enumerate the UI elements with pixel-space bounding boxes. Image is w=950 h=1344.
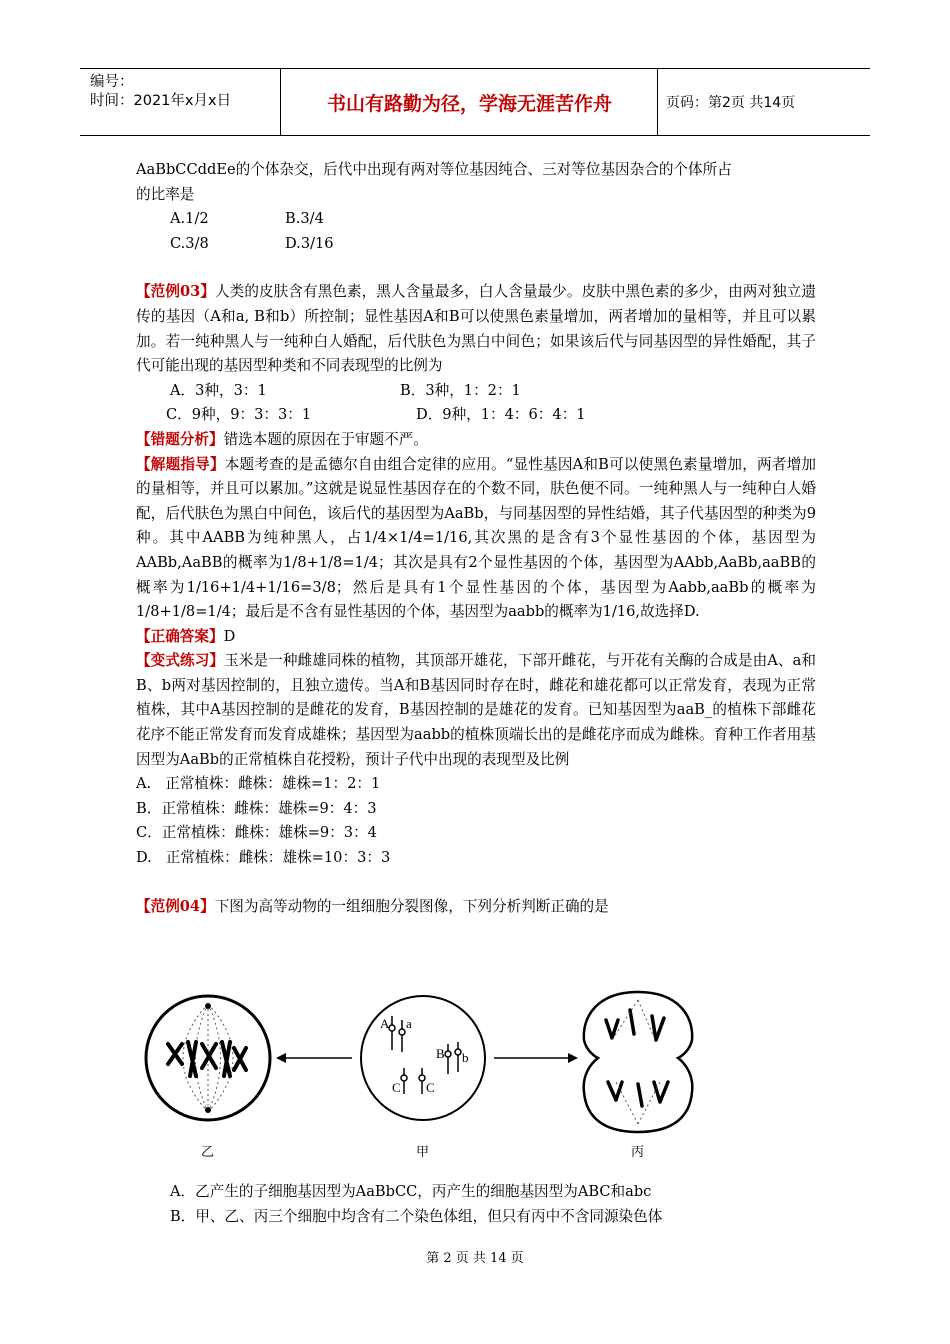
option-b: B.3/4 bbox=[285, 210, 324, 228]
gene-C: C bbox=[426, 1080, 435, 1095]
variant-tag: 【变式练习】 bbox=[136, 652, 225, 670]
error-text: 错选本题的原因在于审题不严。 bbox=[223, 430, 428, 448]
question-line: 的比率是 bbox=[136, 185, 195, 203]
example-04-options bbox=[170, 1180, 810, 1229]
number-label: 编号： bbox=[90, 74, 134, 90]
guide-text: 本题考查的是孟德尔自由组合定律的应用。“显性基因A和B可以使黑色素量增加，两者增加的量相等，并且可以累加。”这就是说显性基因存在的个数不同，肤色便不同。一纯种黑人与一纯种白人婚配，后代肤色为黑白中间色，该后代的基因型为AaBb，与同基因型的异性结婚，其子代基因型的种类为9种。其中AABB为纯种黑人，占1/4×1/4=1/16,其次黑的是含有3个显性基因的个体，基因型为AABb,AaBB的概率为1/8+1/8=1/4；其次是具有2个显性基因的个体，基因型为AAbb,AaBb,aaBB的概率为1/16+1/4+1/16=3/8；然后是具有1个显性基因的个体，基因型为Aabb,aaBb的概率为1/8+1/8=1/4；最后是不含有显性基因的个体，基因型为aabb的概率为1/16,故选择D. bbox=[136, 455, 816, 621]
option-row bbox=[136, 207, 816, 232]
option-d: D.3/16 bbox=[285, 234, 334, 252]
header-motto: 书山有路勤为径，学海无涯苦作舟 bbox=[282, 69, 658, 135]
gene-A: A bbox=[380, 1016, 390, 1031]
label-yi: 乙 bbox=[201, 1145, 215, 1160]
header-page-info: 页码：第2页 共14页 bbox=[666, 95, 796, 111]
option-a: A．3种，3：1 bbox=[170, 381, 267, 399]
correct-answer bbox=[136, 625, 816, 650]
label-bing: 丙 bbox=[631, 1145, 645, 1160]
option-a: A.1/2 bbox=[170, 210, 209, 228]
option-row bbox=[136, 403, 816, 428]
variant-exercise bbox=[136, 649, 816, 772]
answer-text: D bbox=[223, 627, 236, 645]
arrow-left bbox=[276, 1053, 352, 1063]
label-jia: 甲 bbox=[416, 1145, 430, 1160]
example-04 bbox=[136, 895, 816, 920]
variant-option-b: B．正常植株：雌株：雄株=9：4：3 bbox=[136, 799, 377, 817]
example-text: 下图为高等动物的一组细胞分裂图像，下列分析判断正确的是 bbox=[214, 897, 609, 915]
variant-text: 玉米是一种雌雄同株的植物，其顶部开雄花，下部开雌花，与开花有关酶的合成是由A、a和B、b两对基因控制的，且独立遗传。当A和B基因同时存在时，雌花和雄花都可以正常发育，表现为正常植株，其中A基因控制的是雌花的发育，B基因控制的是雄花的发育。已知基因型为aaB_的植株下部雌花花序不能正常发育而发育成雄株；基因型为aabb的植株顶端长出的是雌花序而成为雌株。育种工作者用基因型为AaBb的正常植株自花授粉，预计子代中出现的表现型及比例 bbox=[136, 652, 816, 768]
variant-option-a: A. 正常植株：雌株：雄株=1：2：1 bbox=[136, 775, 381, 793]
variant-option-d: D. 正常植株：雌株：雄株=10：3：3 bbox=[136, 849, 391, 867]
error-tag: 【错题分析】 bbox=[136, 430, 224, 448]
example-text: 人类的皮肤含有黑色素，黑人含量最多，白人含量最少。皮肤中黑色素的多少，由两对独立遗传的基因（A和a, B和b）所控制；显性基因A和B可以使黑色素量增加，两者增加的量相等，并且可以累加。若一纯种黑人与一纯种白人婚配，后代肤色为黑白中间色；如果该后代与同基因型的异性婚配，其子代可能出现的基因型种类和不同表现型的比例为 bbox=[136, 283, 816, 375]
option-b: B．甲、乙、丙三个细胞中均含有二个染色体组，但只有丙中不含同源染色体 bbox=[170, 1207, 663, 1225]
error-analysis bbox=[136, 428, 816, 453]
option-row bbox=[136, 232, 816, 257]
arrow-right bbox=[494, 1053, 578, 1063]
gene-a: a bbox=[406, 1016, 412, 1031]
gene-b: b bbox=[462, 1050, 469, 1065]
option-c: C.3/8 bbox=[170, 234, 209, 252]
example-tag: 【范例04】 bbox=[136, 897, 215, 915]
gene-C: C bbox=[392, 1080, 401, 1095]
variant-option-c: C．正常植株：雌株：雄株=9：3：4 bbox=[136, 824, 377, 842]
cell-jia bbox=[361, 996, 485, 1120]
option-b: B．3种，1：2：1 bbox=[400, 381, 521, 399]
solution-guide bbox=[136, 453, 816, 625]
question-line: AaBbCCddEe的个体杂交，后代中出现有两对等位基因纯合、三对等位基因杂合的个体所占 bbox=[136, 161, 732, 178]
option-c: C．9种，9：3：3：1 bbox=[166, 406, 312, 424]
page-footer: 第 2 页 共 14 页 bbox=[426, 1251, 524, 1266]
gene-B: B bbox=[436, 1046, 445, 1061]
page-content bbox=[136, 158, 816, 919]
option-a: A．乙产生的子细胞基因型为AaBbCC，丙产生的细胞基因型为ABC和abc bbox=[170, 1183, 652, 1200]
cell-yi bbox=[146, 996, 270, 1120]
example-tag: 【范例03】 bbox=[136, 283, 216, 301]
option-row bbox=[136, 379, 816, 404]
page-header bbox=[80, 68, 870, 136]
answer-tag: 【正确答案】 bbox=[136, 627, 224, 645]
cell-division-figure bbox=[138, 986, 698, 1166]
example-03 bbox=[136, 280, 816, 378]
header-meta bbox=[80, 69, 281, 135]
guide-tag: 【解题指导】 bbox=[136, 455, 225, 473]
time-label: 时间：2021年x月x日 bbox=[90, 93, 232, 109]
option-d: D．9种，1：4：6：4：1 bbox=[416, 406, 586, 424]
cell-bing bbox=[584, 992, 693, 1132]
